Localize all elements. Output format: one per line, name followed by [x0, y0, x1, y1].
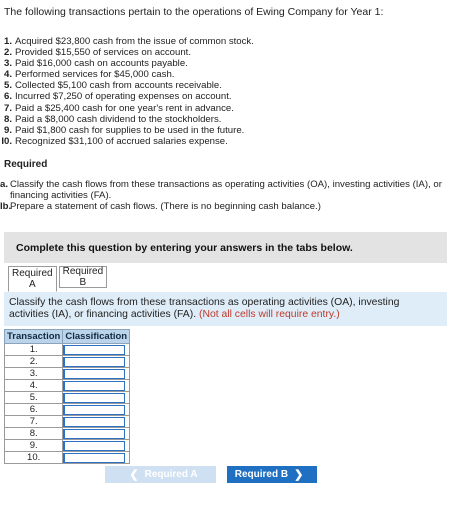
- classification-table: [4, 329, 130, 464]
- transaction-number: 6.: [3, 91, 12, 103]
- transaction-list: [0, 36, 254, 147]
- next-tab-button[interactable]: [227, 466, 317, 483]
- header-classification: Classification: [63, 330, 130, 344]
- problem-intro: The following transactions pertain to the operations of Ewing Company for Year 1:: [4, 6, 384, 18]
- transaction-text: Paid a $25,400 cash for one year's rent in advance.: [15, 102, 234, 114]
- transaction-cell: 6.: [5, 404, 63, 416]
- table-row: [5, 440, 130, 452]
- chevron-right-icon: ❯: [294, 469, 304, 481]
- transaction-item: [0, 136, 254, 147]
- transaction-number: 7.: [3, 102, 12, 114]
- transaction-number: 4.: [3, 69, 12, 81]
- transaction-text: Acquired $23,800 cash from the issue of common stock.: [15, 36, 254, 47]
- transaction-cell: 1.: [5, 344, 63, 356]
- table-row: [5, 452, 130, 464]
- required-part-a-key: a.: [0, 179, 9, 190]
- tab-label-line1: Required: [62, 266, 104, 277]
- transaction-text: Incurred $7,250 of operating expenses on account.: [15, 91, 232, 103]
- required-part-b-text: Prepare a statement of cash flows. (There is no beginning cash balance.): [10, 201, 321, 212]
- transaction-item: [0, 80, 254, 91]
- transaction-cell: 2.: [5, 356, 63, 368]
- transaction-text: Paid a $8,000 cash dividend to the stockholders.: [15, 113, 222, 125]
- transaction-text: Provided $15,550 of services on account.: [15, 47, 191, 59]
- tab-label-line1: Required: [12, 268, 53, 279]
- classification-input[interactable]: [63, 345, 125, 355]
- classification-input[interactable]: [63, 393, 125, 403]
- tab-required-a[interactable]: [8, 266, 57, 292]
- table-row: [5, 356, 130, 368]
- transaction-number: 5.: [3, 80, 12, 92]
- transaction-number: 8.: [3, 113, 12, 125]
- transaction-text: Performed services for $45,000 cash.: [15, 69, 175, 81]
- required-part-a: [0, 179, 470, 201]
- table-row: [5, 428, 130, 440]
- transaction-cell: 8.: [5, 428, 63, 440]
- transaction-cell: 4.: [5, 380, 63, 392]
- transaction-item: [0, 103, 254, 114]
- transaction-text: Paid $1,800 cash for supplies to be used in the future.: [15, 124, 245, 136]
- transaction-item: [0, 69, 254, 80]
- transaction-item: [0, 36, 254, 47]
- tab-label-line2: B: [79, 277, 87, 288]
- transaction-cell: 9.: [5, 440, 63, 452]
- tab-label-line2: A: [28, 279, 36, 290]
- next-tab-label: Required B: [234, 469, 289, 480]
- table-row: [5, 368, 130, 380]
- transaction-item: [0, 91, 254, 102]
- classification-input[interactable]: [63, 441, 125, 451]
- instruction-note: (Not all cells will require entry.): [198, 309, 340, 320]
- instructions-banner: Complete this question by entering your answers in the tabs below.: [4, 232, 447, 263]
- transaction-number: I0.: [1, 135, 12, 147]
- classification-input[interactable]: [63, 357, 125, 367]
- chevron-left-icon: ❮: [129, 469, 139, 481]
- transaction-cell: 10.: [5, 452, 63, 464]
- transaction-cell: 5.: [5, 392, 63, 404]
- transaction-item: [0, 47, 254, 58]
- previous-tab-button[interactable]: [105, 466, 216, 483]
- classification-input[interactable]: [63, 369, 125, 379]
- transaction-item: [0, 114, 254, 125]
- transaction-cell: 7.: [5, 416, 63, 428]
- table-row: [5, 416, 130, 428]
- transaction-text: Paid $16,000 cash on accounts payable.: [15, 58, 188, 70]
- classification-input[interactable]: [63, 429, 125, 439]
- table-row: [5, 404, 130, 416]
- transaction-cell: 3.: [5, 368, 63, 380]
- classification-input[interactable]: [63, 381, 125, 391]
- required-parts: [0, 179, 470, 212]
- tab-required-b[interactable]: [59, 266, 108, 288]
- transaction-text: Collected $5,100 cash from accounts receivable.: [15, 80, 222, 92]
- table-row: [5, 344, 130, 356]
- transaction-number: 9.: [3, 124, 12, 136]
- classification-input[interactable]: [63, 453, 125, 463]
- required-part-b: [0, 201, 470, 212]
- table-row: [5, 380, 130, 392]
- transaction-number: 1.: [3, 36, 12, 47]
- transaction-text: Recognized $31,100 of accrued salaries expense.: [15, 135, 228, 147]
- classification-input[interactable]: [63, 405, 125, 415]
- table-row: [5, 392, 130, 404]
- required-heading: Required: [4, 159, 48, 170]
- tab-instruction: [4, 292, 447, 326]
- previous-tab-label: Required A: [144, 469, 198, 480]
- table-header-row: [5, 330, 130, 344]
- transaction-item: [0, 125, 254, 136]
- classification-input[interactable]: [63, 417, 125, 427]
- instruction-text: Classify the cash flows from these transactions as operating activities (OA), investing activities (IA), or financing activities (FA).: [9, 297, 400, 320]
- transaction-number: 2.: [3, 47, 12, 59]
- transaction-item: [0, 58, 254, 69]
- required-part-a-text: Classify the cash flows from these transactions as operating activities (OA), investing activities (IA), or financing activities (FA).: [10, 179, 442, 201]
- answer-tabs: [8, 266, 107, 292]
- header-transaction: Transaction: [5, 330, 63, 344]
- required-part-b-key: lb.: [0, 201, 12, 212]
- transaction-number: 3.: [3, 58, 12, 70]
